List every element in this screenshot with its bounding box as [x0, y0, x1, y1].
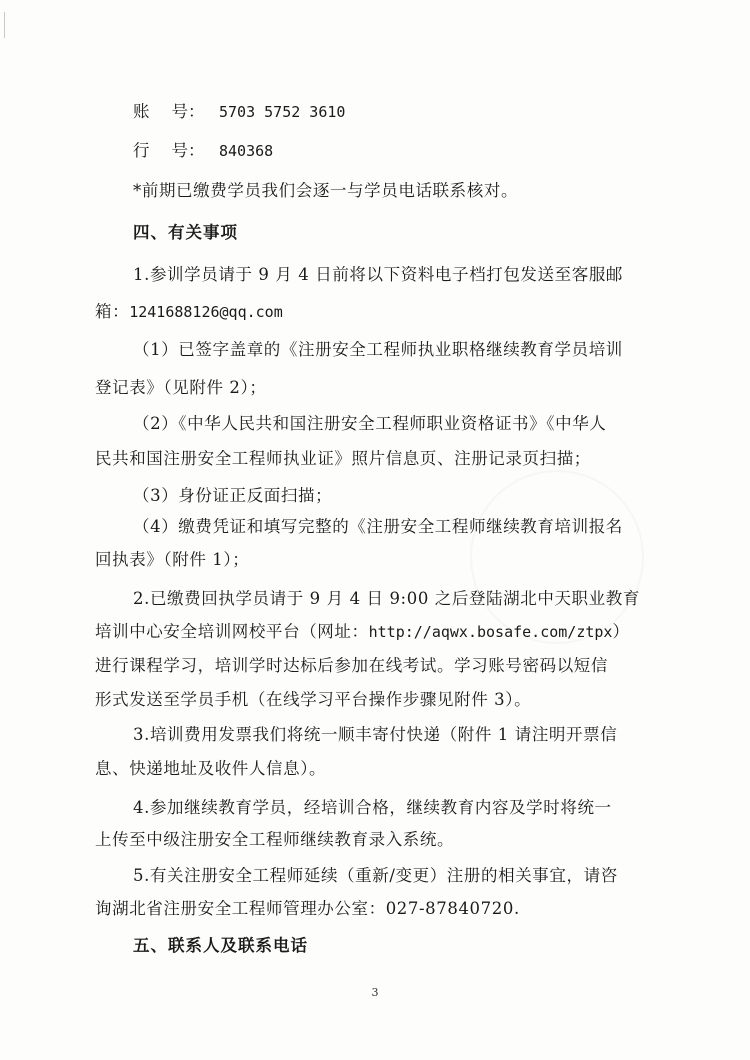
item2-line4: 形式发送至学员手机（在线学习平台操作步骤见附件 3）。: [95, 690, 532, 709]
item3-line1: 3.培训费用发票我们将统一顺丰寄付快递（附件 1 请注明开票信: [133, 725, 618, 744]
item5-line1: 5.有关注册安全工程师延续（重新/变更）注册的相关事宜，请咨: [133, 866, 618, 885]
section-4-heading: 四、有关事项: [133, 223, 238, 242]
item1-line1: 1.参训学员请于 9 月 4 日前将以下资料电子档打包发送至客服邮: [133, 265, 624, 284]
item4-line2: 上传至中级注册安全工程师继续教育录入系统。: [95, 830, 455, 849]
item1-sub1-line2: 登记表》（见附件 2）；: [95, 378, 267, 397]
item1-sub3: （3）身份证正反面扫描；: [133, 486, 333, 505]
service-email[interactable]: 1241688126@qq.com: [129, 303, 283, 321]
bank-number: 840368: [219, 142, 274, 160]
page-number: 3: [371, 986, 379, 999]
item1-line2: 箱：1241688126@qq.com: [95, 302, 283, 321]
account-line: [133, 101, 345, 123]
account-label: 账 号：: [133, 102, 205, 121]
item2-line1: 2.已缴费回执学员请于 9 月 4 日 9:00 之后登陆湖北中天职业教育: [133, 589, 640, 608]
platform-url[interactable]: http://aqwx.bosafe.com/ztpx: [368, 623, 613, 641]
faint-stamp: [470, 470, 644, 644]
item1-sub4-line1: （4）缴费凭证和填写完整的《注册安全工程师继续教育培训报名: [133, 517, 623, 536]
payment-note: *前期已缴费学员我们会逐一与学员电话联系核对。: [133, 181, 519, 200]
item2-line3: 进行课程学习，培训学时达标后参加在线考试。学习账号密码以短信: [95, 656, 608, 675]
section-5-heading: 五、联系人及联系电话: [133, 936, 308, 955]
item5-line2: 询湖北省注册安全工程师管理办公室：027-87840720.: [95, 899, 520, 918]
bank-label: 行 号：: [133, 141, 205, 160]
item4-line1: 4.参加继续教育学员，经培训合格，继续教育内容及学时将统一: [133, 798, 612, 817]
item3-line2: 息、快递地址及收件人信息）。: [95, 759, 327, 778]
bank-line: [133, 140, 273, 162]
scan-edge-mark: [4, 12, 5, 38]
item1-sub4-line2: 回执表》（附件 1）；: [95, 550, 250, 569]
item1-sub1-line1: （1）已签字盖章的《注册安全工程师执业职格继续教育学员培训: [133, 340, 623, 359]
item2-line2: 培训中心安全培训网校平台（网址：http://aqwx.bosafe.com/ztpx）: [95, 622, 630, 641]
account-number: 5703 5752 3610: [219, 103, 346, 121]
item1-sub2-line1: （2）《中华人民共和国注册安全工程师职业资格证书》《中华人: [133, 414, 607, 433]
item1-sub2-line2: 民共和国注册安全工程师执业证》照片信息页、注册记录页扫描；: [95, 449, 591, 468]
